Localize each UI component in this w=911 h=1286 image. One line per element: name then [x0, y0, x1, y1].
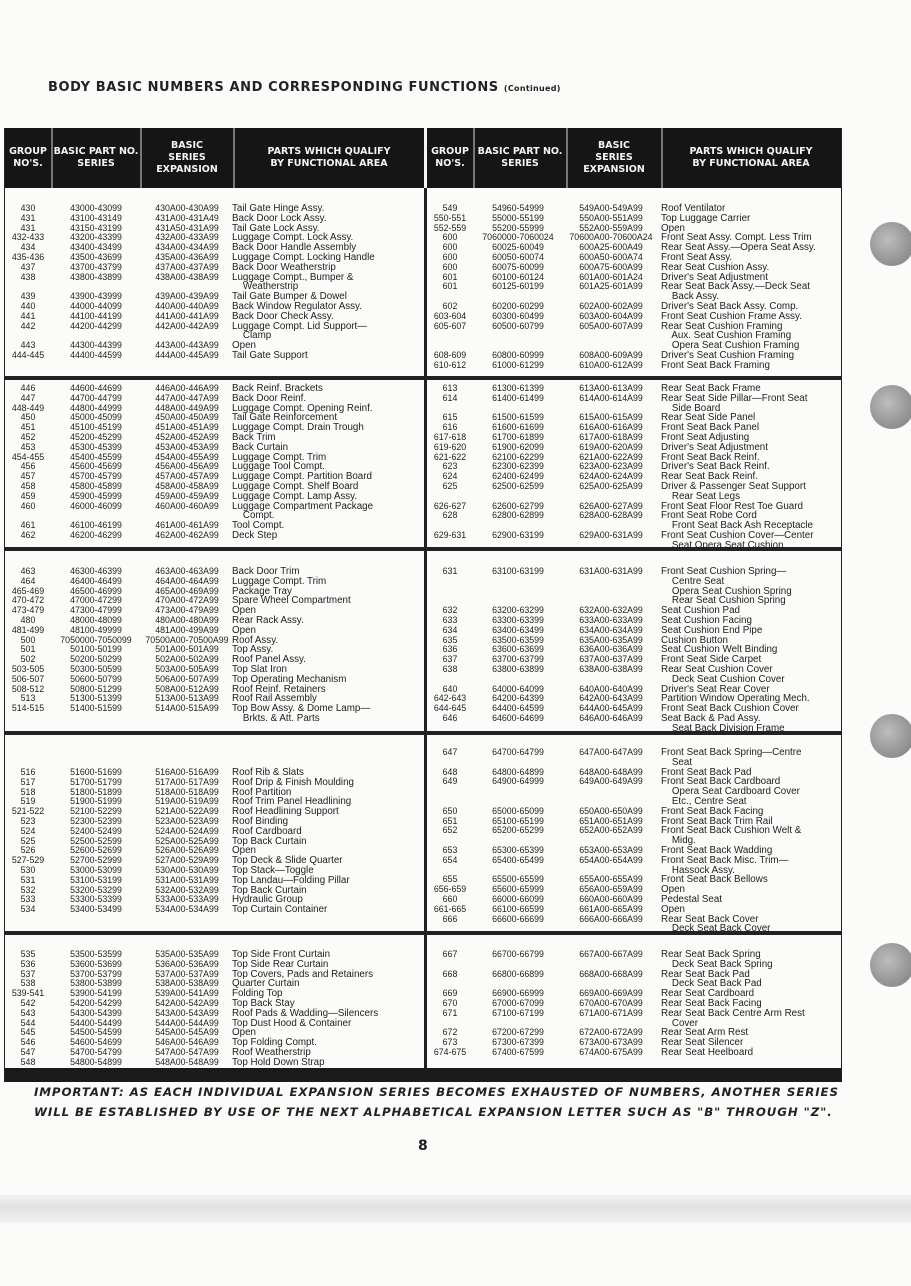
left-s5-groups: 535 536 537 538 539-541 542 543 544 545 546 547 548 [11, 949, 45, 1067]
left-s4-expansion: 516A00-516A99 517A00-517A99 518A00-518A99 519A00-519A99 521A00-522A99 523A00-523A99 524A00-524A99 525A00-525A99 526A00-526A99 527A00-529A99 530A00-530A99 531A00-531A99 532A00-532A99 533A00-533A99 534A00-534A99 [155, 767, 219, 915]
right-s1-expansion: 549A00-549A99 550A00-551A99 552A00-559A99 70600A00-70600A24 600A25-600A49 600A50-600A74 600A75-600A99 601A00-601A24 601A25-601A99 602A00-602A99 603A00-604A99 605A00-607A99 608A00-609A99 610A00-612A99 [569, 203, 653, 370]
punch-hole [870, 385, 911, 429]
left-s5-expansion: 535A00-535A99 536A00-536A99 537A00-537A99 538A00-538A99 539A00-541A99 542A00-542A99 543A00-543A99 544A00-544A99 545A00-545A99 546A00-546A99 547A00-547A99 548A00-548A99 [155, 949, 219, 1067]
right-s5-functions: Rear Seat Back Spring Deck Seat Back Spring Rear Seat Back Pad Deck Seat Back Pad Rear Seat Cardboard Rear Seat Back Facing Rear Seat Back Centre Arm Rest Cover Rear Seat Arm Rest Rear Seat Silencer Rear Seat Heelboard [661, 949, 805, 1058]
page-number: 8 [418, 1138, 428, 1154]
right-s2-functions: Rear Seat Back Frame Rear Seat Side Pillar—Front Seat Side Board Rear Seat Side Panel Front Seat Back Panel Front Seat Adjusting Driver's Seat Adjustment Front Seat Back Reinf. Driver's Seat Back Reinf. Rear Seat Back Reinf. Driver & Passenger Seat Support Rear Seat Legs Front Seat Floor Rest Toe Guard Front Seat Robe Cord Front Seat Back Ash Receptacle Front Seat Cushion Cover—Center Seat Opera Seat Cushion [661, 383, 814, 551]
left-s5-functions: Top Side Front Curtain Top Side Rear Curtain Top Covers, Pads and Retainers Quarter Curtain Folding Top Top Back Stay Roof Pads & Wadding—Silencers Top Dust Hood & Container Open Top Folding Compt. Roof Weatherstrip Top Hold Down Strap [232, 949, 379, 1068]
header-fn-left: PARTS WHICH QUALIFY BY FUNCTIONAL AREA [267, 146, 391, 169]
header-part-left: BASIC PART NO. SERIES [53, 146, 139, 169]
right-s3-functions: Front Seat Cushion Spring— Centre Seat Opera Seat Cushion Spring Rear Seat Cushion Spring Seat Cushion Pad Seat Cushion Facing Seat Cushion End Pipe Cushion Button Seat Cushion Welt Binding Front Seat Side Carpet Rear Seat Cushion Cover Deck Seat Cushion Cover Driver's Seat Rear Cover Partition Window Operating Mech. Front Seat Back Cushion Cover Seat Back & Pad Assy. Seat Back Division Frame [661, 566, 810, 734]
left-s1-series: 43000-43099 43100-43149 43150-43199 43200-43399 43400-43499 43500-43699 43700-43799 43800-43899 43900-43999 44000-44099 44100-44199 44200-44299 44300-44399 44400-44599 [70, 203, 122, 360]
right-s5-groups: 667 668 669 670 671 672 673 674-675 [433, 949, 467, 1057]
right-s2-expansion: 613A00-613A99 614A00-614A99 615A00-615A99 616A00-616A99 617A00-618A99 619A00-620A99 621A00-622A99 623A00-623A99 624A00-624A99 625A00-625A99 626A00-627A99 628A00-628A99 629A00-631A99 [579, 383, 643, 540]
right-s3-groups: 631 632 633 634 635 636 637 638 640 642-643 644-645 646 [433, 566, 467, 723]
left-s4-functions: Roof Rib & Slats Roof Drip & Finish Moulding Roof Partition Roof Trim Panel Headlining Roof Headlining Support Roof Binding Roof Cardboard Top Back Curtain Open Top Deck & Slide Quarter Top Stack—Toggle Top Landau—Folding Pillar Top Back Curtain Hydraulic Group Top Curtain Container [232, 767, 354, 916]
right-s1-series: 54960-54999 55000-55199 55200-55999 7060000-7060024 60025-60049 60050-60074 60075-60099 60100-60124 60125-60199 60200-60299 60300-60499 60500-60799 60800-60999 61000-61299 [482, 203, 554, 370]
header-part-right: BASIC PART NO. SERIES [477, 146, 563, 169]
left-s3-groups: 463 464 465-469 470-472 473-479 480 481-499 500 501 502 503-505 506-507 508-512 513 514-515 [11, 566, 45, 714]
title-continued: (Continued) [503, 84, 561, 93]
important-note: IMPORTANT: AS EACH INDIVIDUAL EXPANSION SERIES BECOMES EXHAUSTED OF NUMBERS, ANOTHER SERIES WILL BE ESTABLISHED BY USE OF THE NEXT ALPHABETICAL EXPANSION LETTER SUCH AS "B" THROUGH "Z". [34, 1085, 839, 1119]
right-s2-series: 61300-61399 61400-61499 61500-61599 61600-61699 61700-61899 61900-62099 62100-62299 62300-62399 62400-62499 62500-62599 62600-62799 62800-62899 62900-63199 [492, 383, 544, 540]
table-header [5, 128, 841, 188]
punch-hole [870, 943, 911, 987]
left-s5-series: 53500-53599 53600-53699 53700-53799 53800-53899 53900-54199 54200-54299 54300-54399 54400-54499 54500-54599 54600-54699 54700-54799 54800-54899 [70, 949, 122, 1067]
left-s1-expansion: 430A00-430A99 431A00-431A49 431A50-431A99 432A00-433A99 434A00-434A99 435A00-436A99 437A00-437A99 438A00-438A99 439A00-439A99 440A00-440A99 441A00-441A99 442A00-442A99 443A00-443A99 444A00-445A99 [155, 203, 219, 360]
left-s1-functions: Tail Gate Hinge Assy. Back Door Lock Assy. Tail Gate Lock Assy. Luggage Compt. Lock Assy. Back Door Handle Assembly Luggage Compt. Locking Handle Back Door Weatherstrip Luggage Compt., Bumper & Weatherstrip Tail Gate Bumper & Dowel Back Window Regulator Assy. Back Door Check Assy. Luggage Compt. Lid Support— Clamp Open Tail Gate Support [232, 203, 375, 361]
left-s2-groups: 446 447 448-449 450 451 452 453 454-455 456 457 458 459 460 461 462 [11, 383, 45, 540]
left-s4-series: 51600-51699 51700-51799 51800-51899 51900-51999 52100-52299 52300-52399 52400-52499 52500-52599 52600-52699 52700-52999 53000-53099 53100-53199 53200-53299 53300-53399 53400-53499 [70, 767, 122, 915]
section-divider [5, 376, 841, 380]
header-group-right: GROUP NO'S. [431, 146, 469, 169]
left-s2-functions: Back Reinf. Brackets Back Door Reinf. Luggage Compt. Opening Reinf. Tail Gate Reinforcement Luggage Compt. Drain Trough Back Trim Back Curtain Luggage Compt. Trim Luggage Tool Compt. Luggage Compt. Partition Board Luggage Compt. Shelf Board Luggage Compt. Lamp Assy. Luggage Compartment Package Compt. Tool Compt. Deck Step [232, 383, 374, 541]
bottom-band [5, 1068, 841, 1082]
right-s4-expansion: 647A00-647A99 648A00-648A99 649A00-649A99 650A00-650A99 651A00-651A99 652A00-652A99 653A00-653A99 654A00-654A99 655A00-655A99 656A00-659A99 660A00-660A99 661A00-665A99 666A00-666A99 [579, 747, 643, 924]
right-s4-series: 64700-64799 64800-64899 64900-64999 65000-65099 65100-65199 65200-65299 65300-65399 65400-65499 65500-65599 65600-65999 66000-66099 66100-66599 66600-66699 [492, 747, 544, 924]
right-s5-series: 66700-66799 66800-66899 66900-66999 67000-67099 67100-67199 67200-67299 67300-67399 67400-67599 [492, 949, 544, 1057]
left-s4-groups: 516 517 518 519 521-522 523 524 525 526 527-529 530 531 532 533 534 [11, 767, 45, 915]
header-exp-right: BASIC SERIES EXPANSION [583, 140, 645, 175]
left-s2-series: 44600-44699 44700-44799 44800-44999 45000-45099 45100-45199 45200-45299 45300-45399 45400-45599 45600-45699 45700-45799 45800-45899 45900-45999 46000-46099 46100-46199 46200-46299 [70, 383, 122, 540]
header-group-left: GROUP NO'S. [9, 146, 47, 169]
right-s3-series: 63100-63199 63200-63299 63300-63399 63400-63499 63500-63599 63600-63699 63700-63799 63800-63899 64000-64099 64200-64399 64400-64599 64600-64699 [492, 566, 544, 723]
right-s4-groups: 647 648 649 650 651 652 653 654 655 656-659 660 661-665 666 [433, 747, 467, 924]
header-exp-left: BASIC SERIES EXPANSION [156, 140, 218, 175]
right-s3-expansion: 631A00-631A99 632A00-632A99 633A00-633A99 634A00-634A99 635A00-635A99 636A00-636A99 637A00-637A99 638A00-638A99 640A00-640A99 642A00-643A99 644A00-645A99 646A00-646A99 [579, 566, 643, 723]
page-title [48, 80, 561, 95]
header-fn-right: PARTS WHICH QUALIFY BY FUNCTIONAL AREA [689, 146, 813, 169]
left-s3-functions: Back Door Trim Luggage Compt. Trim Package Tray Spare Wheel Compartment Open Rear Rack Assy. Open Roof Assy. Top Assy. Roof Panel Assy. Top Slat Iron Top Operating Mechanism Roof Reinf. Retainers Roof Rail Assembly Top Bow Assy. & Dome Lamp— Brkts. & Att. Parts [232, 566, 371, 724]
left-s2-expansion: 446A00-446A99 447A00-447A99 448A00-449A99 450A00-450A99 451A00-451A99 452A00-452A99 453A00-453A99 454A00-455A99 456A00-456A99 457A00-457A99 458A00-458A99 459A00-459A99 460A00-460A99 461A00-461A99 462A00-462A99 [155, 383, 219, 540]
punch-hole [870, 714, 911, 758]
parts-table [4, 128, 842, 1082]
right-s1-groups: 549 550-551 552-559 600 600 600 600 601 601 602 603-604 605-607 608-609 610-612 [433, 203, 467, 370]
left-s3-expansion: 463A00-463A99 464A00-464A99 465A00-469A99 470A00-472A99 473A00-479A99 480A00-480A99 481A00-499A99 70500A00-70500A99 501A00-501A99 502A00-502A99 503A00-505A99 506A00-507A99 508A00-512A99 513A00-513A99 514A00-515A99 [145, 566, 229, 714]
right-s4-functions: Front Seat Back Spring—Centre Seat Front Seat Back Pad Front Seat Back Cardboard Opera Seat Cardboard Cover Etc., Centre Seat Front Seat Back Facing Front Seat Back Trim Rail Front Seat Back Cushion Welt & Midg. Front Seat Back Wadding Front Seat Back Misc. Trim— Hassock Assy. Front Seat Back Bellows Open Pedestal Seat Open Rear Seat Back Cover Deck Seat Back Cover [661, 747, 802, 935]
left-s1-groups: 430 431 431 432-433 434 435-436 437 438 439 440 441 442 443 444-445 [11, 203, 45, 360]
title-text: BODY BASIC NUMBERS AND CORRESPONDING FUNCTIONS [48, 80, 499, 95]
scan-edge [0, 1195, 911, 1223]
right-s5-expansion: 667A00-667A99 668A00-668A99 669A00-669A99 670A00-670A99 671A00-671A99 672A00-672A99 673A00-673A99 674A00-675A99 [579, 949, 643, 1057]
right-s1-functions: Roof Ventilator Top Luggage Carrier Open Front Seat Assy. Compt. Less Trim Rear Seat Assy.—Opera Seat Assy. Front Seat Assy. Rear Seat Cushion Assy. Driver's Seat Adjustment Rear Seat Back Assy.—Deck Seat Back Assy. Driver's Seat Back Assy. Comp. Front Seat Cushion Frame Assy. Rear Seat Cushion Framing Aux. Seat Cushion Framing Opera Seat Cushion Framing Driver's Seat Cushion Framing Front Seat Back Framing [661, 203, 816, 371]
left-s3-series: 46300-46399 46400-46499 46500-46999 47000-47299 47300-47999 48000-48099 48100-49999 7050000-7050099 50100-50199 50200-50299 50300-50599 50600-50799 50800-51299 51300-51399 51400-51599 [60, 566, 132, 714]
right-s2-groups: 613 614 615 616 617-618 619-620 621-622 623 624 625 626-627 628 629-631 [433, 383, 467, 540]
punch-hole [870, 222, 911, 266]
